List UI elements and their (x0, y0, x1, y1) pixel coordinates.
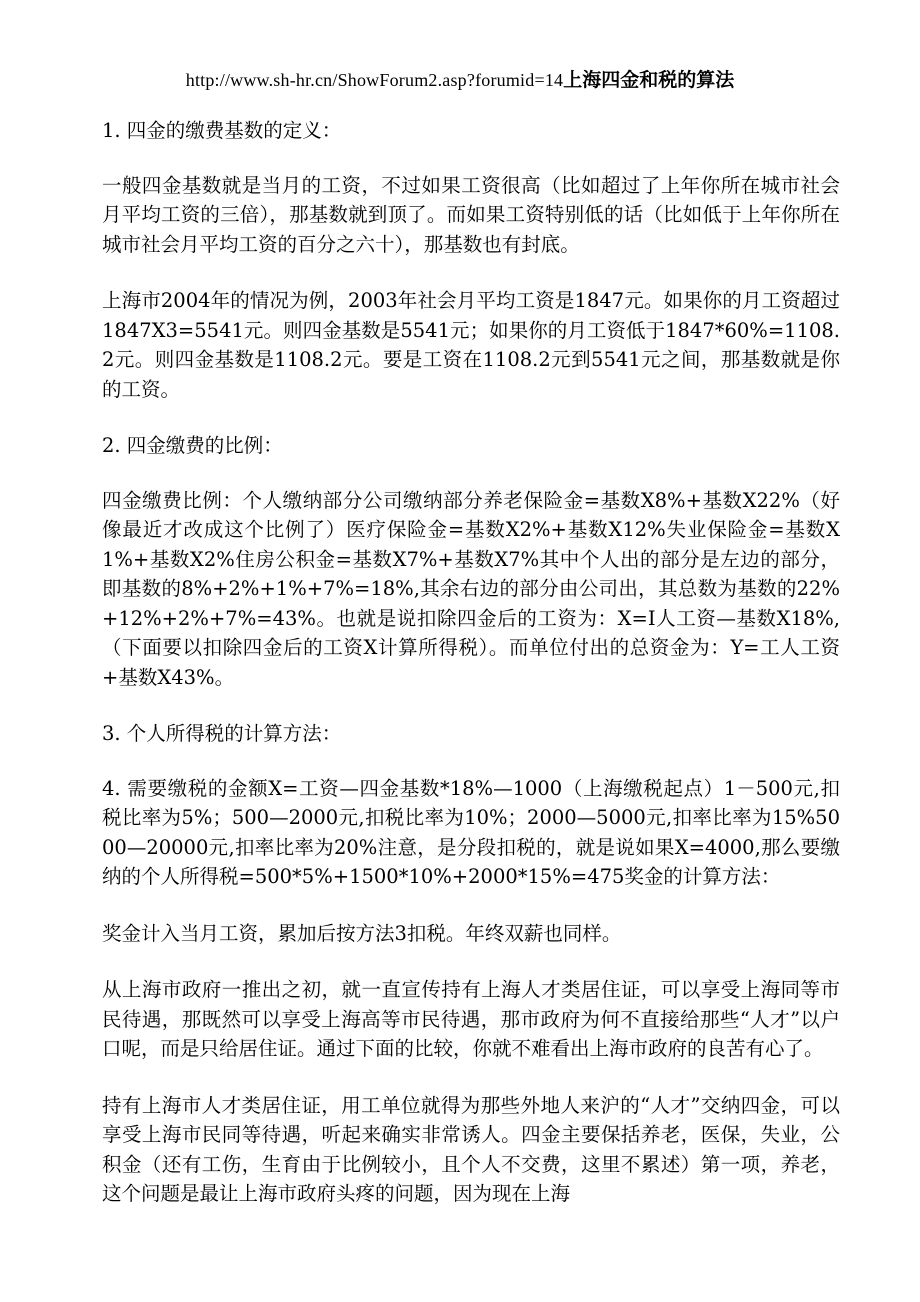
section-heading-3: 3. 个人所得税的计算方法： (102, 722, 342, 745)
paragraph-four-funds: 持有上海市人才类居住证，用工单位就得为那些外地人来沪的“人才”交纳四金，可以享受上海市民同等待遇，听起来确实非常诱人。四金主要保括养老，医保，失业，公积金（还有工伤，生育由于比例较小，且个人不交费，这里不累述）第一项，养老，这个问题是最让上海市政府头疼的问题，因为现在上海 (102, 1093, 840, 1205)
section-heading-1: 1. 四金的缴费基数的定义： (102, 119, 342, 142)
document-body (102, 116, 840, 1236)
paragraph-base-definition: 一般四金基数就是当月的工资，不过如果工资很高（比如超过了上年你所在城市社会月平均工资的三倍），那基数就到顶了。而如果工资特别低的话（比如低于上年你所在城市社会月平均工资的百分之六十），那基数也有封底。 (102, 173, 840, 256)
paragraph-shanghai-example: 上海市2004年的情况为例，2003年社会月平均工资是1847元。如果你的月工资超过1847X3=5541元。则四金基数是5541元；如果你的月工资低于1847*60%=1108.2元。则四金基数是1108.2元。要是工资在1108.2元到5541元之间，那基数就是你的工资。 (102, 289, 840, 401)
paragraph-bonus: 奖金计入当月工资，累加后按方法3扣税。年终双薪也同样。 (102, 921, 622, 945)
paragraph-residence-permit: 从上海市政府一推出之初，就一直宣传持有上海人才类居住证，可以享受上海同等市民待遇，那既然可以享受上海高等市民待遇，那市政府为何不直接给那些“人才”以户口呢，而是只给居住证。通过下面的比较，你就不难看出上海市政府的良苦有心了。 (102, 978, 840, 1060)
header-title: 上海四金和税的算法 (563, 69, 735, 91)
section-heading-2: 2. 四金缴费的比例： (102, 434, 283, 457)
header-url: http://www.sh-hr.cn/ShowForum2.asp?forumid=14 (185, 70, 564, 90)
page-header (0, 66, 920, 95)
paragraph-contribution-ratio: 四金缴费比例：个人缴纳部分公司缴纳部分养老保险金=基数X8%+基数X22%（好像最近才改成这个比例了）医疗保险金=基数X2%+基数X12%失业保险金=基数X1%+基数X2%住房公积金=基数X7%+基数X7%其中个人出的部分是左边的部分，即基数的8%+2%+1%+7%=18%,其余右边的部分由公司出，其总数为基数的22%+12%+2%+7%=43%。也就是说扣除四金后的工资为：X=I人工资—基数X18%,（下面要以扣除四金后的工资X计算所得税）。而单位付出的总资金为：Y=工人工资+基数X43%。 (102, 488, 840, 689)
paragraph-tax-brackets: 4. 需要缴税的金额X=工资—四金基数*18%—1000（上海缴税起点）1－500元,扣税比率为5%；500—2000元,扣税比率为10%；2000—5000元,扣率比率为15%5000—20000元,扣率比率为20%注意，是分段扣税的，就是说如果X=4000,那么要缴纳的个人所得税=500*5%+1500*10%+2000*15%=475奖金的计算方法： (102, 776, 840, 888)
